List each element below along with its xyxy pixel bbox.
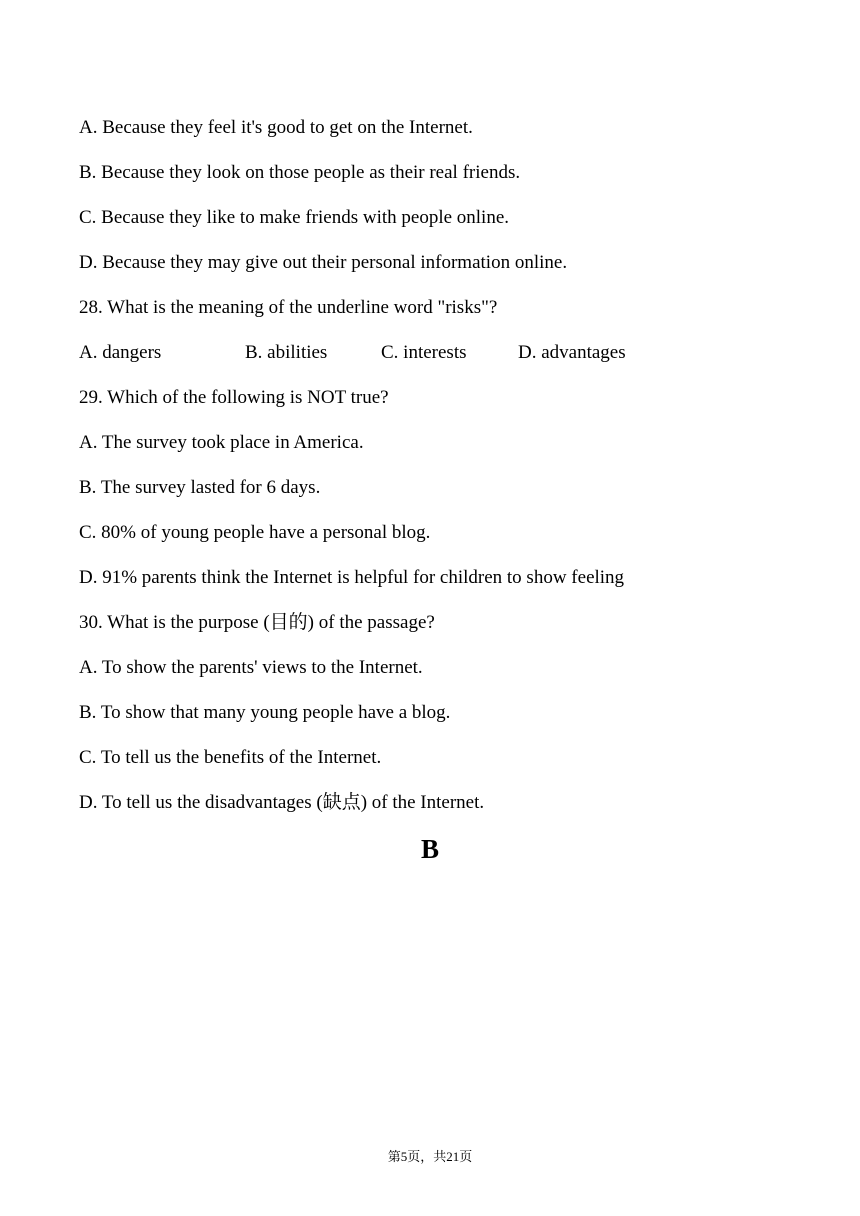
q27-option-d: D. Because they may give out their personal information online. (79, 252, 568, 273)
q28-option-a: A. dangers (79, 342, 162, 363)
page-number-footer: 第5页，共21页 (387, 1149, 473, 1164)
q30-option-c: C. To tell us the benefits of the Internet. (79, 747, 382, 768)
q28-question: 28. What is the meaning of the underline word "risks"? (79, 297, 498, 318)
q27-option-a: A. Because they feel it's good to get on the Internet. (79, 117, 473, 138)
q29-option-d: D. 91% parents think the Internet is helpful for children to show feeling (79, 567, 625, 588)
q28-option-d: D. advantages (518, 342, 626, 363)
q29-option-b: B. The survey lasted for 6 days. (79, 477, 321, 498)
q29-option-c: C. 80% of young people have a personal blog. (79, 522, 431, 543)
q30-option-a: A. To show the parents' views to the Internet. (79, 657, 423, 678)
q28-option-b: B. abilities (245, 342, 328, 363)
q30-option-d: D. To tell us the disadvantages (缺点) of the Internet. (79, 792, 485, 813)
q27-option-c: C. Because they like to make friends with people online. (79, 207, 510, 228)
q30-question: 30. What is the purpose (目的) of the passage? (79, 612, 435, 633)
q29-option-a: A. The survey took place in America. (79, 432, 364, 453)
q30-option-b: B. To show that many young people have a blog. (79, 702, 451, 723)
q29-question: 29. Which of the following is NOT true? (79, 387, 389, 408)
q28-options-row (79, 341, 779, 365)
q27-option-b: B. Because they look on those people as their real friends. (79, 162, 521, 183)
q28-option-c: C. interests (381, 342, 467, 363)
section-heading: B (420, 834, 439, 864)
